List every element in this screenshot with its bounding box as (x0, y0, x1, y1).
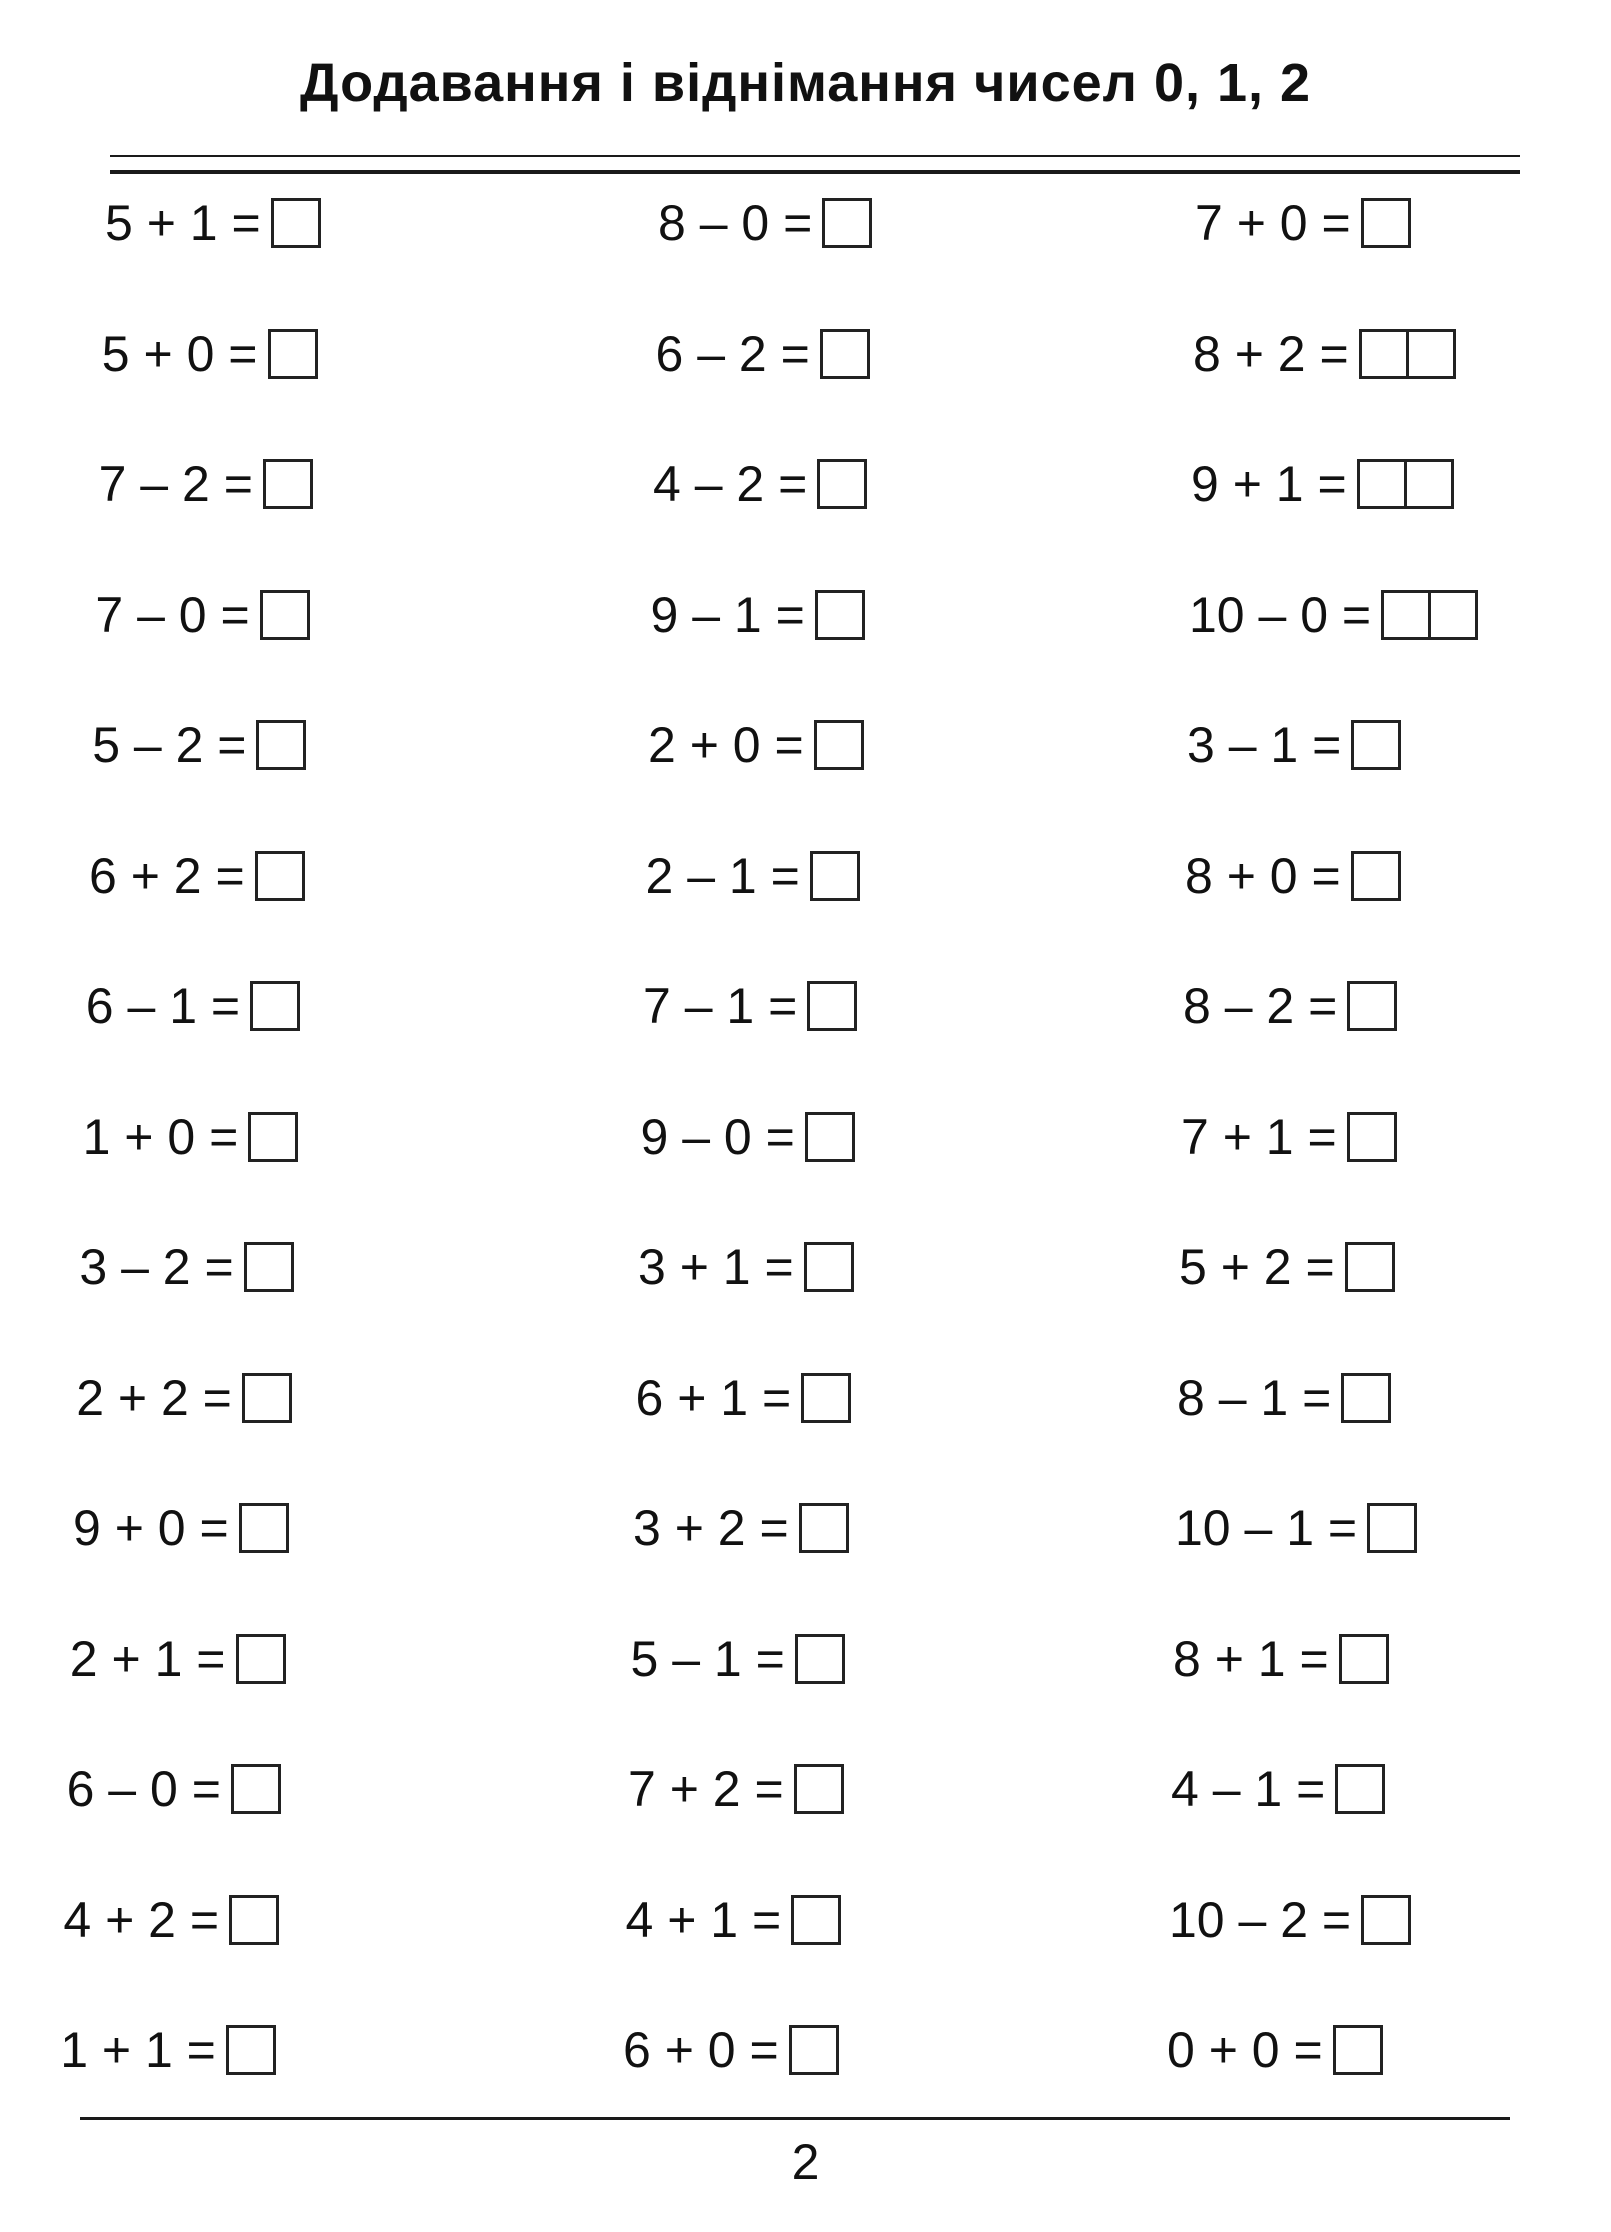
exercise (89, 848, 305, 904)
exercise-expression: 7 – 1 = (643, 978, 798, 1034)
exercise (633, 1500, 849, 1556)
answer-boxes (789, 2025, 839, 2075)
exercise-expression: 1 + 1 = (60, 2022, 216, 2078)
answer-box[interactable] (801, 1373, 851, 1423)
answer-box[interactable] (271, 198, 321, 248)
exercise-expression: 2 – 1 = (645, 847, 800, 904)
answer-boxes (795, 1634, 845, 1684)
exercise (60, 2022, 276, 2078)
answer-boxes (822, 198, 872, 248)
exercise (641, 1109, 855, 1165)
exercise-expression: 5 + 0 = (101, 325, 258, 382)
exercise (1183, 978, 1397, 1034)
exercise-expression: 1 + 0 = (82, 1108, 239, 1165)
answer-boxes (256, 720, 306, 770)
answer-box[interactable] (1404, 459, 1454, 509)
answer-boxes (226, 2025, 276, 2075)
exercise-expression: 6 – 1 = (85, 978, 241, 1034)
answer-boxes (804, 1242, 854, 1292)
exercise-expression: 7 + 1 = (1181, 1108, 1337, 1165)
answer-box[interactable] (1333, 2025, 1383, 2075)
answer-box[interactable] (229, 1895, 279, 1945)
answer-boxes (271, 198, 321, 248)
answer-boxes (1381, 590, 1478, 640)
answer-box[interactable] (1347, 1112, 1397, 1162)
answer-box[interactable] (822, 198, 872, 248)
answer-boxes (244, 1242, 294, 1292)
exercise (1185, 848, 1401, 904)
exercise-expression: 9 + 1 = (1191, 456, 1347, 512)
exercise-expression: 9 – 1 = (650, 586, 805, 643)
exercise-expression: 6 – 2 = (655, 325, 810, 382)
exercise (1167, 2022, 1383, 2078)
answer-box[interactable] (795, 1634, 845, 1684)
exercise-expression: 6 + 0 = (623, 2022, 779, 2078)
exercise-expression: 9 – 0 = (640, 1108, 795, 1165)
answer-box[interactable] (810, 851, 860, 901)
exercise-expression: 4 + 1 = (625, 1891, 782, 1948)
answer-boxes (1357, 459, 1454, 509)
exercise (1191, 456, 1454, 512)
answer-boxes (231, 1764, 281, 1814)
exercise (631, 1631, 845, 1687)
answer-box[interactable] (1357, 459, 1407, 509)
answer-box[interactable] (1361, 1895, 1411, 1945)
exercise (643, 978, 857, 1034)
answer-boxes (242, 1373, 292, 1423)
answer-boxes (799, 1503, 849, 1553)
exercise-expression: 7 + 2 = (628, 1761, 784, 1817)
answer-box[interactable] (1341, 1373, 1391, 1423)
exercise (1181, 1109, 1397, 1165)
exercise (1169, 1892, 1411, 1948)
exercise-expression: 0 + 0 = (1167, 2022, 1323, 2078)
answer-box[interactable] (791, 1895, 841, 1945)
exercise-expression: 7 + 0 = (1195, 195, 1351, 251)
exercise-expression: 5 + 2 = (1179, 1239, 1335, 1295)
answer-boxes (229, 1895, 279, 1945)
exercise (73, 1500, 289, 1556)
exercise (1175, 1500, 1417, 1556)
exercise (83, 1109, 299, 1165)
answer-boxes (1351, 851, 1401, 901)
answer-box[interactable] (255, 851, 305, 901)
answer-box[interactable] (226, 2025, 276, 2075)
exercise (648, 717, 864, 773)
answer-boxes (260, 590, 310, 640)
exercise-expression: 10 – 0 = (1189, 586, 1372, 643)
answer-boxes (1359, 329, 1456, 379)
answer-box[interactable] (1345, 1242, 1395, 1292)
answer-box[interactable] (263, 459, 313, 509)
exercise (1177, 1370, 1391, 1426)
answer-box[interactable] (256, 720, 306, 770)
answer-box[interactable] (1359, 329, 1409, 379)
exercise (76, 1370, 292, 1426)
exercise (653, 456, 867, 512)
answer-box[interactable] (236, 1634, 286, 1684)
exercise-expression: 8 – 2 = (1183, 978, 1338, 1034)
exercise-expression: 7 – 2 = (98, 456, 253, 512)
answer-boxes (1339, 1634, 1389, 1684)
exercise (99, 456, 313, 512)
exercise (1171, 1761, 1385, 1817)
exercise-expression: 6 + 1 = (635, 1369, 792, 1426)
answer-boxes (807, 981, 857, 1031)
exercise (658, 195, 872, 251)
exercise-expression: 2 + 1 = (69, 1630, 226, 1687)
exercise-expression: 6 – 0 = (66, 1761, 221, 1817)
answer-box[interactable] (1351, 851, 1401, 901)
answer-boxes (820, 329, 870, 379)
answer-boxes (1341, 1373, 1391, 1423)
answer-box[interactable] (804, 1242, 854, 1292)
answer-box[interactable] (814, 720, 864, 770)
exercise (636, 1370, 852, 1426)
page-number: 2 (791, 2134, 820, 2190)
exercise (638, 1239, 854, 1295)
exercise-expression: 3 – 2 = (79, 1239, 234, 1295)
exercise-expression: 7 – 0 = (95, 586, 250, 643)
answer-boxes (1345, 1242, 1395, 1292)
exercise-expression: 4 – 2 = (653, 456, 808, 512)
exercise (1195, 195, 1411, 251)
exercise-expression: 8 – 0 = (658, 195, 813, 251)
exercise-expression: 3 + 1 = (638, 1239, 794, 1295)
exercise-expression: 10 – 2 = (1169, 1891, 1352, 1948)
answer-box[interactable] (789, 2025, 839, 2075)
answer-box[interactable] (239, 1503, 289, 1553)
exercise (105, 195, 321, 251)
exercise-expression: 6 + 2 = (89, 847, 245, 904)
exercise (623, 2022, 839, 2078)
answer-boxes (794, 1764, 844, 1814)
exercise (1173, 1631, 1389, 1687)
answer-boxes (255, 851, 305, 901)
exercise (1193, 326, 1456, 382)
exercise-expression: 8 – 1 = (1177, 1369, 1332, 1426)
exercise (70, 1631, 286, 1687)
answer-boxes (248, 1112, 298, 1162)
exercise-expression: 10 – 1 = (1175, 1500, 1358, 1556)
answer-box[interactable] (231, 1764, 281, 1814)
answer-box[interactable] (807, 981, 857, 1031)
footer-divider (80, 2117, 1510, 2120)
exercise-expression: 8 + 0 = (1185, 847, 1341, 904)
exercise-expression: 2 + 2 = (76, 1369, 232, 1426)
answer-boxes (1347, 1112, 1397, 1162)
answer-boxes (801, 1373, 851, 1423)
exercise-expression: 4 + 2 = (63, 1891, 220, 1948)
answer-box[interactable] (268, 329, 318, 379)
exercise (86, 978, 300, 1034)
exercise (63, 1892, 279, 1948)
exercise (628, 1761, 844, 1817)
exercise (656, 326, 870, 382)
exercise-expression: 8 + 1 = (1173, 1630, 1329, 1687)
exercise-expression: 5 + 1 = (105, 195, 261, 251)
answer-box[interactable] (794, 1764, 844, 1814)
answer-boxes (1361, 198, 1411, 248)
exercise (67, 1761, 281, 1817)
answer-boxes (1351, 720, 1401, 770)
exercise (1187, 717, 1401, 773)
answer-box[interactable] (248, 1112, 298, 1162)
answer-box[interactable] (260, 590, 310, 640)
answer-boxes (791, 1895, 841, 1945)
answer-boxes (805, 1112, 855, 1162)
answer-boxes (1347, 981, 1397, 1031)
exercise (626, 1892, 842, 1948)
answer-box[interactable] (815, 590, 865, 640)
answer-boxes (1333, 2025, 1383, 2075)
exercise-expression: 3 + 2 = (633, 1500, 789, 1556)
answer-box[interactable] (1335, 1764, 1385, 1814)
answer-boxes (268, 329, 318, 379)
answer-box[interactable] (1381, 590, 1431, 640)
exercise-expression: 9 + 0 = (73, 1500, 229, 1556)
answer-box[interactable] (242, 1373, 292, 1423)
exercise (651, 587, 865, 643)
answer-boxes (263, 459, 313, 509)
page-title: Додавання і віднімання чисел 0, 1, 2 (299, 53, 1312, 113)
exercise (79, 1239, 293, 1295)
answer-box[interactable] (820, 329, 870, 379)
answer-box[interactable] (1367, 1503, 1417, 1553)
exercise (102, 326, 318, 382)
exercise (1189, 587, 1478, 643)
exercise (646, 848, 860, 904)
answer-boxes (814, 720, 864, 770)
answer-box[interactable] (799, 1503, 849, 1553)
answer-box[interactable] (1347, 981, 1397, 1031)
answer-box[interactable] (244, 1242, 294, 1292)
answer-boxes (817, 459, 867, 509)
answer-box[interactable] (1339, 1634, 1389, 1684)
exercise (95, 587, 309, 643)
answer-box[interactable] (817, 459, 867, 509)
answer-boxes (815, 590, 865, 640)
answer-box[interactable] (1351, 720, 1401, 770)
exercise (92, 717, 306, 773)
answer-boxes (239, 1503, 289, 1553)
exercise-expression: 4 – 1 = (1171, 1761, 1326, 1817)
answer-boxes (236, 1634, 286, 1684)
exercise-expression: 5 – 2 = (92, 717, 247, 773)
answer-boxes (810, 851, 860, 901)
answer-boxes (250, 981, 300, 1031)
exercise-expression: 3 – 1 = (1187, 717, 1342, 773)
answer-boxes (1335, 1764, 1385, 1814)
answer-box[interactable] (250, 981, 300, 1031)
exercise-expression: 5 – 1 = (630, 1630, 785, 1687)
exercise-expression: 2 + 0 = (648, 717, 804, 773)
answer-boxes (1367, 1503, 1417, 1553)
exercise (1179, 1239, 1395, 1295)
answer-boxes (1361, 1895, 1411, 1945)
answer-box[interactable] (1361, 198, 1411, 248)
answer-box[interactable] (805, 1112, 855, 1162)
exercise-expression: 8 + 2 = (1193, 325, 1349, 382)
answer-box[interactable] (1406, 329, 1456, 379)
answer-box[interactable] (1428, 590, 1478, 640)
